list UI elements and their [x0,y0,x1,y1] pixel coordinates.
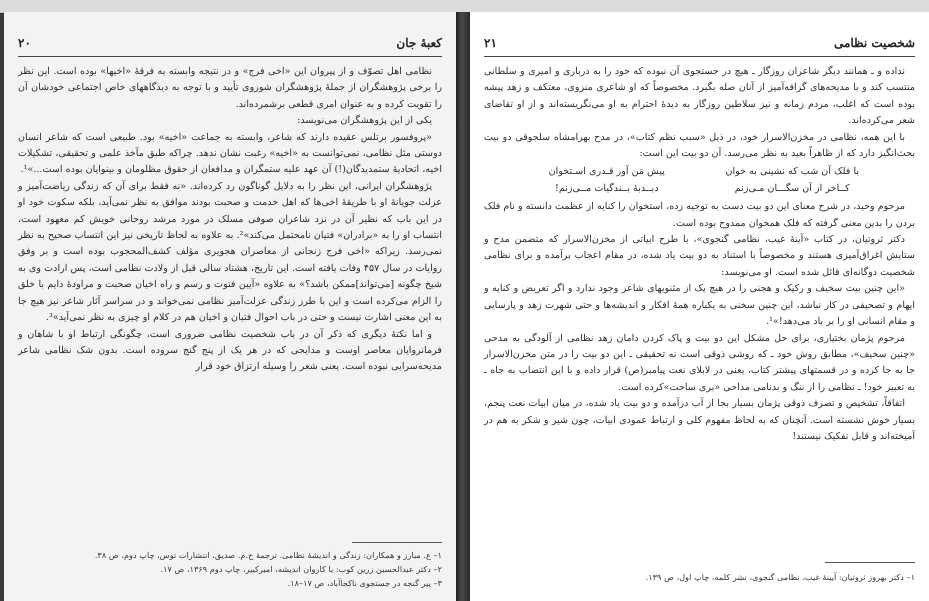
left-header-rule [18,56,442,57]
verse-hemistich: با فلک آن شب که نشینی به خوان [725,166,860,178]
right-paragraph: دکتر ثروتیان، در کتاب «آینهٔ غیب، نظامی گنجوی»، با طرح ابیاتی از مخزن‌الاسرار که متضمن مدح و ستایش اغراق‌آمیزی هستند و مخصوصاً با استناد به دو بیت یاد شده، در مقام اعجاب برآمده و برای نظامی شخصیت دوگانه‌ای قائل شده است. او می‌نویسد: [484,234,915,278]
book-gutter [456,12,470,601]
left-footnote-rule [352,542,442,543]
right-page-body [484,64,915,445]
left-page-body [18,64,442,376]
left-page-number: ۲۰ [18,36,31,50]
right-running-title: شخصیت نظامی [833,36,915,50]
left-running-title: كعبهٔ جان [396,36,442,50]
left-page-header [18,32,442,58]
left-paragraph: و اما نکتهٔ دیگری که ذکر آن در باب شخصیت نظامی ضروری است، چگونگی ارتباط او با شاهان و فرمانروایان معاصر اوست و مدایحی که در هر یک از پنج گنج سروده است. بدون شک نظامی شاعر مدیحه‌سرایی نبوده است. یعنی شعر را وسیله ارتزاق خود قرار [18,328,442,373]
right-paragraph: مرحوم وحید، در شرح معنای این دو بیت دست به توجیه زده، استخوان را کنایه از عظمت دانسته و نام فلک بردن را بدین معنی گرفته که فلک همخوان ممدوح بوده است. [484,201,915,229]
left-page [4,12,456,601]
right-paragraph: «این چنین بیت سخیف و رکیک و هجنی را در هیچ یک از مثنویهای شاعر وجود ندارد و اگر تعریض و کنایه و ایهام و تصحیفی در کار نباشد، این چنین سخنی به یکباره همهٔ افکار و اندیشه‌ها و حتی شهرت زهد و پارسایی و مقام انسانی او را بر باد می‌دهد!»¹. [484,283,915,328]
left-footnote: ۲– دکتر عبدالحسین زرین کوب: با کاروان اندیشه، امیرکبیر، چاپ دوم ۱۳۶۹، ص ۱۷. [160,564,442,574]
left-paragraph: پژوهشگران ایرانی، این نظر را به دلایل گوناگون رد کرده‌اند. «نه فقط برای آن که زندگی ریاضت‌آمیز و عزلت جویانهٔ او با طریقهٔ اخی‌ها که اهل خدمت و صحبت بودند موافق به نظر نمی‌آید، بلکه سکوت خود او در این باب که نظیر آن در نزد شاعران صوفی مسلک در مورد مرشد روحانی خویش کم معهود است، انتساب او را به «برادران» فتیان نامحتمل می‌کند»². به علاوه به لحاظ تاریخی نیز این انتساب صحیح به نظر نمی‌رسد. زیراکه «اخی فرج زنجانی از معاصران هجویری مؤلف کشف‌المحجوب بوده است و بر وفق روایات در سال ۴۵۷ وفات یافته است. این تاریخ، هشتاد سالی قبل از ولادت نظامی است، پس ارادت وی به شیخ چگونه [می‌تواند]ممکن باشد؟» به علاوه «آیین فتوت و رسم و راه اخیان صحبت و مراودهٔ دایم با خلق را الزام می‌کرده است و این با طرز زندگی عزلت‌آمیز نظامی نمی‌خواند و در سراسر آثار شاعر نیز هیچ جا به این معنی اشارت نیست و حتی در باب احوال فتیان و اخیان هم در کلام او چیزی به نظر نمی‌آید»³. [18,180,442,324]
left-paragraph: نظامی اهل تصوّف و از پیروان این «اخی فرج» و در نتیجه وابسته به فرقهٔ «اخیها» بوده است. این نظر را برخی پژوهشگران از جملهٔ پژوهشگران شوروی تأیید و با توجه به دیدگاههای خاص اجتماعی خودشان آن را تقویت کرده و به عنوان امری قطعی برشمرده‌اند. [18,66,442,110]
verse-hemistich: دبــدبهٔ بــندگیات مــی‌زنم! [555,182,659,194]
verse-hemistich: کــاخر از آن سگـــان مـی‌زنم [734,182,850,194]
right-footnote-rule [825,562,915,563]
right-footnote: ۱– دکتر بهروز ثروتیان: آیینهٔ غیب، نظامی گنجوی، نشر کلمه، چاپ اول، ص ۱۳۹. [645,572,915,582]
right-paragraph: اتفاقاً، تشخیص و تصرف ذوقی پژمان بسیار بجا از آب درآمده و دو بیت یاد شده، در میان ابیات نعت پنجم، بسیار خوش نشسته است. آنچنان که به لحاظ مفهوم کلی و ارتباط عمودی ابیات، چون شیر و شکر به هم در آمیخته‌اند و قابل تفکیک نیستند! [484,398,915,442]
right-page-number: ۲۱ [484,36,497,50]
left-paragraph: «پروفسور برتلس عقیده دارند که شاعر، وابسته به جماعت «اخیه» بود. طبیعی است که شاعر انسان دوستی مثل نظامی، نمی‌توانست به «اخیه» رغبت نشان ندهد. چراکه طبق مآخذ علمی و تحقیقی، تشکیلات اخیه، اتحادیهٔ ستمدیدگان(!) آن عهد علیه ستمگران و مدافعان از حقوق مظلومان و بینوایان بوده است...»¹. [18,131,442,176]
left-footnote: ۱– ع. مبارز و همکاران: زندگی و اندیشهٔ نظامی. ترجمهٔ ح.م. صدیق، انتشارات توس، چاپ دوم، ص ۳۸. [94,550,442,560]
right-header-rule [484,56,915,57]
left-paragraph: یکی از این پژوهشگران می‌نویسد: [297,115,432,127]
right-footnotes [484,570,915,584]
right-paragraph: با این همه، نظامی در مخزن‌الاسرار خود، در ذیل «سبب نظم کتاب»، در مدح بهرامشاه سلجوقی دو بیت بحث‌انگیز دارد که از ظاهراً بعید به نظر می‌رسد. آن دو بیت این است: [484,131,915,160]
verse-hemistich: پیش مَن آور قـدری اسـتخوان [548,166,665,178]
left-footnotes [18,548,442,590]
left-footnote: ۳– پیر گنجه در جستجوی ناکجاآباد، ص ۱۷–۱۸. [287,578,442,588]
right-paragraph: مرحوم پژمان بختیاری، برای حل مشکل این دو بیت و پاک کردن دامان زهد نظامی از آلودگی به مدحی «چنین سخیف»، مطابق روش خود ـ که روشی ذوقی است نه تحقیقی ـ این دو بیت را در متن مخزن‌الاسرار جا به جا کرده و در قسمتهای پیشتر کتاب، یعنی در لابلای نعت پیامبر(ص) قرار داده و با این انتصاب به جاه ـ به تعبیر خود! ـ نظامی را از ننگ و بدنامی مداحی «بری ساحت»کرده است. [484,332,915,393]
poem-verses [484,164,915,197]
right-page-header [484,32,915,58]
right-page [470,12,929,601]
right-paragraph: نداده و ـ همانند دیگر شاعران روزگار ـ هیچ در جستجوی آن نبوده که خود را به درباری و امیری و سلطانی منتسب کند و با مدیحه‌های گزافه‌آمیز از آنان صله بگیرد. مخصوصاً که او شاعری منزوی، معتکف و زهد پیشه بوده است که اغلب، مردم زمانه و نیز سلاطین روزگار به دیدهٔ احترام به او می‌نگریسته‌اند و از او تقاضای شعر می‌کرده‌اند. [484,66,915,127]
